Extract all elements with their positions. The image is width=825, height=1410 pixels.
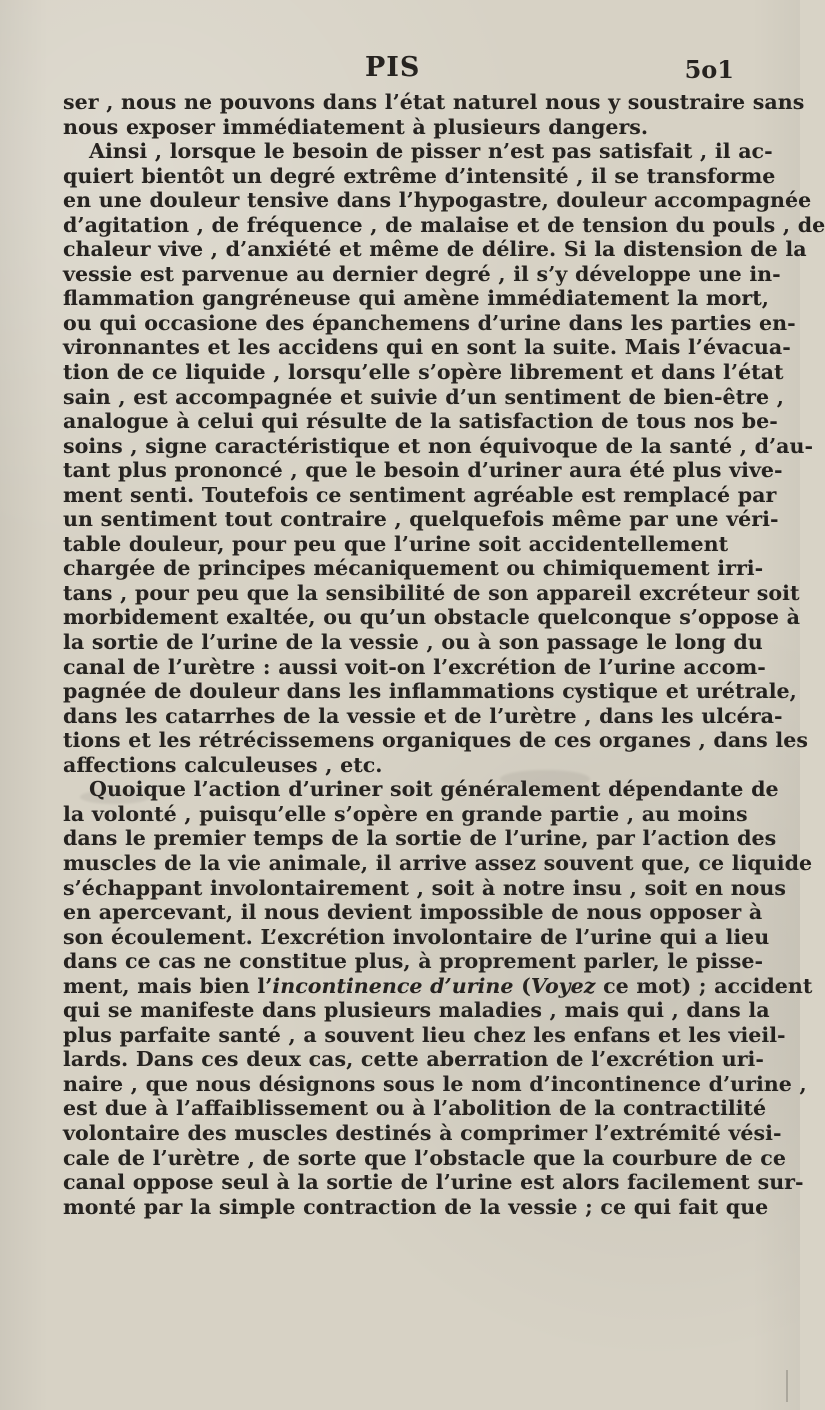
text-line: canal de l’urètre : aussi voit-on l’excrétion de l’urine accom- (63, 654, 766, 679)
text-line: s’échappant involontairement , soit à notre insu , soit en nous (63, 875, 786, 900)
text-line: tion de ce liquide , lorsqu’elle s’opère librement et dans l’état (63, 360, 784, 385)
text-line: tant plus prononcé , que le besoin d’uriner aura été plus vive- (63, 458, 783, 483)
text-line: la sortie de l’urine de la vessie , ou à son passage le long du (63, 630, 763, 655)
text-line: chargée de principes mécaniquement ou chimiquement irri- (63, 556, 764, 581)
text-line: monté par la simple contraction de la vessie ; ce qui fait que (63, 1194, 769, 1219)
text-line: un sentiment tout contraire , quelquefois même par une véri- (63, 507, 779, 532)
text-line: affections calculeuses , etc. (63, 752, 383, 777)
paragraph-first-line: Ainsi , lorsque le besoin de pisser n’est pas satisfait , il ac- (89, 139, 773, 164)
text-line: vessie est parvenue au dernier degré , il s’y développe une in- (63, 261, 781, 286)
text-line: est due à l’affaiblissement ou à l’abolition de la contractilité (63, 1096, 767, 1121)
text-line: sain , est accompagnée et suivie d’un sentiment de bien-être , (63, 384, 784, 409)
page-number: 5o1 (684, 55, 734, 84)
page-edge-mark (786, 1370, 788, 1402)
text-span: ce mot) ; accident (595, 973, 813, 998)
cross-reference-term: incontinence d’urine (272, 973, 514, 998)
text-line: qui se manifeste dans plusieurs maladies , mais qui , dans la (63, 998, 770, 1023)
text-span: ment, mais bien l’ (63, 973, 273, 998)
text-line: ment senti. Toutefois ce sentiment agréable est remplacé par (63, 482, 777, 507)
text-line: quiert bientôt un degré extrême d’intensité , il se transforme (63, 163, 776, 188)
text-line: tions et les rétrécissemens organiques de ces organes , dans les (63, 728, 808, 753)
text-line: dans les catarrhes de la vessie et de l’urètre , dans les ulcéra- (63, 703, 783, 728)
paragraph-first-line: Quoique l’action d’uriner soit généralement dépendante de (89, 777, 779, 802)
text-line: tans , pour peu que la sensibilité de son appareil excréteur soit (63, 580, 800, 605)
text-line: en apercevant, il nous devient impossible de nous opposer à (63, 900, 763, 925)
text-line: volontaire des muscles destinés à comprimer l’extrémité vési- (63, 1120, 782, 1145)
text-line: morbidement exaltée, ou qu’un obstacle quelconque s’oppose à (63, 605, 800, 630)
text-line: dans ce cas ne constitue plus, à proprement parler, le pisse- (63, 949, 764, 974)
body-text (63, 90, 825, 1219)
text-line: flammation gangréneuse qui amène immédiatement la mort, (63, 286, 769, 311)
text-line: naire , que nous désignons sous le nom d’incontinence d’urine , (63, 1071, 807, 1096)
text-line: soins , signe caractéristique et non équivoque de la santé , d’au- (63, 433, 814, 458)
text-line: analogue à celui qui résulte de la satisfaction de tous nos be- (63, 409, 778, 434)
headword: PIS (365, 52, 421, 83)
text-line: nous exposer immédiatement à plusieurs dangers. (63, 114, 649, 139)
text-line-with-reference (63, 973, 813, 999)
text-line: table douleur, pour peu que l’urine soit accidentellement (63, 531, 729, 556)
text-line: canal oppose seul à la sortie de l’urine est alors facilement sur- (63, 1170, 804, 1195)
text-span: ( (513, 973, 531, 998)
text-line: cale de l’urètre , de sorte que l’obstacle que la courbure de ce (63, 1145, 786, 1170)
text-line: lards. Dans ces deux cas, cette aberration de l’excrétion uri- (63, 1047, 764, 1072)
text-line: plus parfaite santé , a souvent lieu chez les enfans et les vieil- (63, 1022, 786, 1047)
text-line: ser , nous ne pouvons dans l’état naturel nous y soustraire sans (63, 90, 805, 114)
text-line: ou qui occasione des épanchemens d’urine dans les parties en- (63, 310, 796, 335)
voyez-reference: Voyez (530, 973, 596, 998)
text-line: chaleur vive , d’anxiété et même de délire. Si la distension de la (63, 237, 807, 262)
text-line: pagnée de douleur dans les inflammations cystique et urétrale, (63, 679, 797, 704)
text-line: muscles de la vie animale, il arrive assez souvent que, ce liquide (63, 850, 813, 875)
text-line: d’agitation , de fréquence , de malaise et de tension du pouls , de (63, 212, 825, 237)
text-line: en une douleur tensive dans l’hypogastre, douleur accompagnée (63, 188, 812, 213)
text-line: son écoulement. L’excrétion involontaire de l’urine qui a lieu (63, 924, 770, 949)
text-line: la volonté , puisqu’elle s’opère en grande partie , au moins (63, 801, 748, 826)
text-line: dans le premier temps de la sortie de l’urine, par l’action des (63, 826, 777, 851)
running-head (0, 52, 800, 86)
text-line: vironnantes et les accidens qui en sont la suite. Mais l’évacua- (63, 335, 791, 360)
